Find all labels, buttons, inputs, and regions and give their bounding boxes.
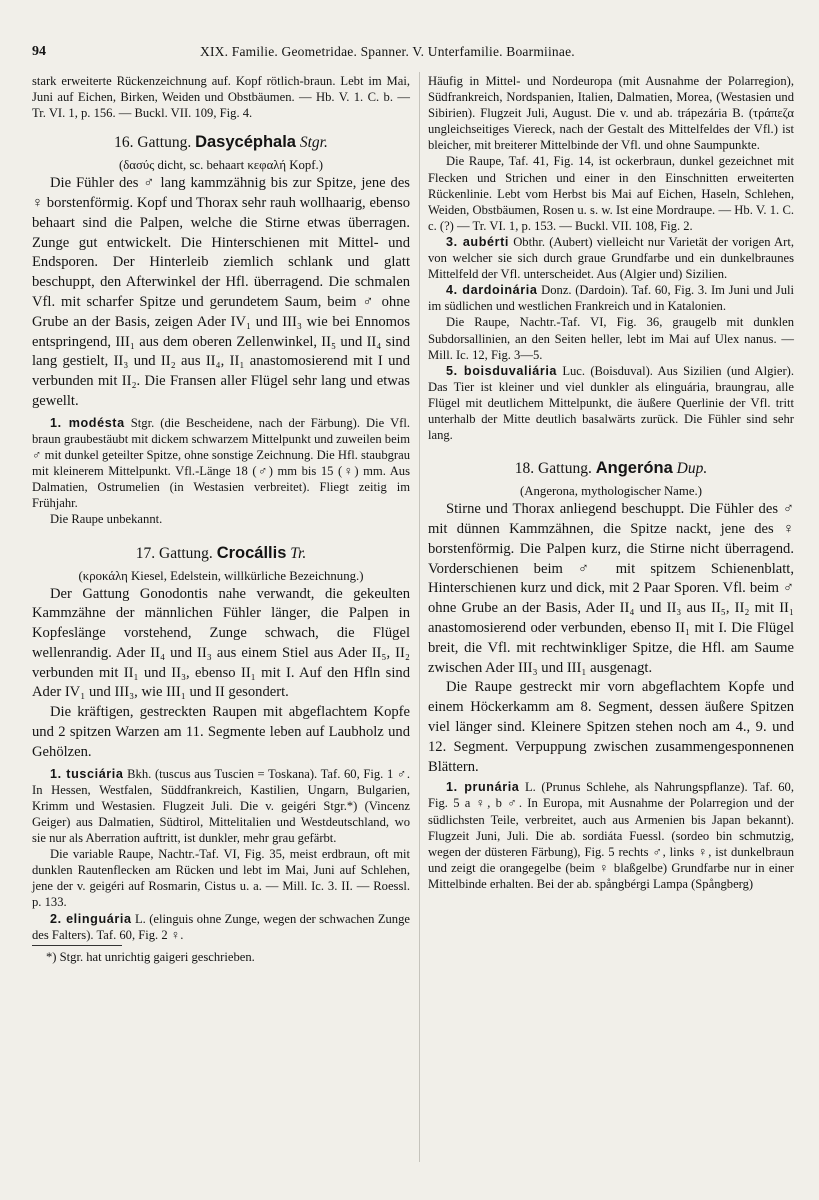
species-modesta-name: 1. modésta	[50, 415, 125, 430]
genus-16-name: Dasycéphala	[195, 133, 296, 152]
genus-17-etymology: (κροκάλη Kiesel, Edelstein, willkürliche Bezeichnung.)	[78, 568, 364, 583]
genus-18-heading	[428, 457, 794, 480]
genus-17-heading	[32, 542, 410, 565]
genus-17-name: Crocállis	[216, 543, 287, 562]
genus-16-etymology: (δασύς dicht, sc. behaart κεφαλή Kopf.)	[118, 158, 324, 173]
genus-18-raupe: Die Raupe gestreckt mir vorn abgeflachtem Kopfe und einem Höckerkamm am 8. Segment, dessen äußere Spitzen viel länger sind. Kleinere Spitzen stehen noch am 4., 9. und 12. Segment. Verpuppung zwischen zusammengesponnenen Blättern.	[428, 679, 794, 775]
species-elinguaria-name: 2. elinguária	[50, 911, 132, 926]
genus-17-prefix: 17. Gattung.	[135, 544, 213, 562]
species-boisduvaliaria-name: 5. boisduvaliária	[446, 363, 558, 378]
footnote-rule	[32, 945, 122, 946]
right-column	[428, 73, 794, 892]
species-dardoinaria-raupe: Die Raupe, Nachtr.-Taf. VI, Fig. 36, graugelb mit dunklen Subdorsallinien, an den Seiten heller, lebt im Mai auf Ulex nanus. — Mill. Ic. 12, Fig. 3—5.	[428, 315, 794, 362]
species-boisduvaliaria-text: Luc. (Boisduval). Aus Sizilien (und Algier). Das Tier ist kleiner und viel dunkler als elinguária, braungrau, alle Flügel mit deutlichem Mittelpunkt, die äußere Querlinie der Vfl. tritt unterhalb der Mitte deutlich basalwärts zurück. Die Fühler sind sehr lang.	[428, 363, 795, 443]
genus-17-description: Der Gattung Gonodontis nahe verwandt, die gekeulten Kammzähne der männlichen Fühler länger, die Palpen in Kopfeslänge vorstehend, Zunge schwach, die Flügel wellenrandig. Ader II₄ und II₃ aus einem Stiel aus Ader II₅, II₂ verbunden mit II₁ und II₃, ebenso II₁ mit I. Auf den Hfln sind Ader IV₁ und III₃, wie III₁ und II gesondert.	[32, 585, 410, 701]
genus-16-description: Die Fühler des ♂ lang kammzähnig bis zur Spitze, jene des ♀ borstenförmig. Kopf und Thorax sehr rauh wollhaarig, ebenso behaart sind die Palpen, welche die Stirne etwas überragen. Zunge gut entwickelt. Die Hinterschienen mit Mittel- und Endsporen. Der Hinterleib ziemlich schlank und glatt beschuppt, den Afterwinkel der Hfl. überragend. Die schmalen Vfl. mit scharfer Spitze und gerundetem Saum, beim ♂ ohne Grube an der Basis, zeigen Ader IV₁ und III₃ wie bei Ennomos entspringend, III₁ aus dem oberen Zellenwinkel, II₅ und II₄ sind lang gestielt, II₃ und II₂ aus II₄, II₁ anastomosierend mit I und verbunden mit II₂. Die Fransen aller Flügel sehr lang und etwas gewellt.	[32, 175, 410, 410]
genus-17-author: Tr.	[290, 544, 307, 562]
species-tusciaria-raupe: Die variable Raupe, Nachtr.-Taf. VI, Fig. 35, meist erdbraun, oft mit dunklen Rautenflecken am Rücken und lebt im Mai, Juni auf Schlehen, jene der v. geigéri auf Rosmarin, Cistus u. a. — Mill. Ic. 3. II. — Roessl. p. 133.	[32, 847, 410, 910]
left-column	[32, 73, 410, 965]
species-prunaria	[428, 779, 794, 892]
species-boisduvaliaria	[428, 363, 794, 443]
species-auberti-text: Obthr. (Aubert) vielleicht nur Varietät der vorigen Art, von welcher sie sich durch graue Grundfarbe und ein dunkelbraunes Mittelfeld der Vfl. unterscheidet. Aus (Algier und) Sizilien.	[428, 234, 794, 282]
genus-16-author: Stgr.	[299, 134, 328, 152]
running-title: XIX. Familie. Geometridae. Spanner. V. Unterfamilie. Boarmiinae.	[200, 44, 575, 59]
right-continuation: Häufig in Mittel- und Nordeuropa (mit Ausnahme der Polarregion), Südfrankreich, Nordspanien, Italien, Dalmatien, Morea, (Westasien und Sibirien). Flugzeit Juli, August. Die v. und ab. trápezária B. (τράπεζα ungleichseitiges Viereck, nach der Gestalt des Mittelfeldes der Vfl.) ist bleicher, mit breiterer Mittelbinde der Vfl. und ohne Saumpunkte.	[428, 74, 794, 153]
species-auberti-name: 3. aubérti	[446, 234, 510, 249]
genus-16-prefix: 16. Gattung.	[114, 134, 192, 152]
footnote: *) Stgr. hat unrichtig gaigeri geschrieben.	[46, 949, 255, 964]
elinguaria-raupe: Die Raupe, Taf. 41, Fig. 14, ist ockerbraun, dunkel gezeichnet mit Flecken und Strichen und einer in den Einschnitten erweiterten Rückenlinie. Lebt vom Herbst bis Mai auf Eichen, Haseln, Schlehen, Weiden, Obstbäumen, Rosen u. s. w. Ist eine Mordraupe. — Hb. V. 1. C. c. (?) — Tr. VI. 1, p. 153. — Buckl. VII. 108, Fig. 2.	[428, 154, 794, 233]
species-modesta	[32, 415, 410, 512]
species-tusciaria-text: Bkh. (tuscus aus Tuscien = Toskana). Taf. 60, Fig. 1 ♂. In Hessen, Westfalen, Süddfrankreich, Kastilien, Ungarn, Bulgarien, Krimm und Westasien. Flugzeit Juli. Die v. geigéri Stgr.*) (Vincenz Geiger) aus Dalmatien, Südtirol, Mittelitalien und Westdeutschland, wo sie nur als Aberration auftritt, ist dunkler, mehr grau gefärbt.	[32, 766, 410, 846]
species-prunaria-text: L. (Prunus Schlehe, als Nahrungspflanze). Taf. 60, Fig. 5 a ♀, b ♂. In Europa, mit Ausnahme der Polarregion und der südlichsten Teile, verbreitet, auch aus Armenien bis Japan bekannt). Flugzeit Juni, Juli. Die ab. sordiáta Fuessl. (sordeo bin schmutzig, wegen der düsteren Färbung), Fig. 5 rechts ♂, links ♀, ist dunkelbraun und zeigt die orangegelbe (beim ♀ blaßgelbe) Grundfarbe nur in einer Mittelbinde erhalten. Bei der ab. spångbérgi Lampa (Spångberg)	[428, 780, 794, 891]
species-elinguaria-text: L. (elinguis ohne Zunge, wegen der schwachen Zunge des Falters). Taf. 60, Fig. 2 ♀.	[32, 911, 410, 942]
page-number: 94	[32, 44, 46, 59]
species-dardoinaria-name: 4. dardoinária	[446, 283, 538, 298]
species-elinguaria	[32, 911, 410, 943]
genus-16-heading	[32, 131, 410, 154]
species-prunaria-name: 1. prunária	[446, 780, 520, 795]
column-divider	[419, 72, 420, 1162]
species-modesta-text: Stgr. (die Bescheidene, nach der Färbung). Die Vfl. braun graubestäubt mit dickem schwarzem Mittelpunkt und zuweilen beim ♂ mit dunkel geteilter Spitze, ohne sonstige Zeichnung. Die Hfl. staubgrau mit kleinerem Mittelpunkt. Vfl.-Länge 18 (♂) mm bis 15 (♀) mm. Aus Dalmatien, Ostrumelien (in Westasien verbreitet). Fliegt zeitig im Frühjahr.	[32, 415, 411, 511]
genus-17-raupe: Die kräftigen, gestreckten Raupen mit abgeflachtem Kopfe und 2 spitzen Warzen am 11. Segmente leben auf Laubholz und Gehölzen.	[32, 704, 410, 760]
genus-18-author: Dup.	[676, 460, 708, 478]
species-tusciaria	[32, 766, 410, 846]
running-header	[32, 44, 802, 64]
species-dardoinaria	[428, 282, 794, 314]
species-auberti	[428, 234, 794, 282]
genus-18-name: Angeróna	[595, 459, 673, 478]
species-modesta-raupe: Die Raupe unbekannt.	[50, 512, 163, 527]
species-dardoinaria-text: Donz. (Dardoin). Taf. 60, Fig. 3. Im Juni und Juli im südlichen und westlichen Frankreich und in Katalonien.	[428, 283, 794, 314]
left-intro-paragraph: stark erweiterte Rückenzeichnung auf. Kopf rötlich-braun. Lebt im Mai, Juni auf Eichen, Birken, Weiden und Obstbäumen. — Hb. V. 1. C. b. — Tr. VI. 1, p. 156. — Buckl. VII. 109, Fig. 4.	[32, 74, 410, 121]
genus-18-prefix: 18. Gattung.	[514, 460, 592, 478]
species-tusciaria-name: 1. tusciária	[50, 766, 124, 781]
genus-18-etymology: (Angerona, mythologischer Name.)	[520, 484, 702, 499]
genus-18-description: Stirne und Thorax anliegend beschuppt. Die Fühler des ♂ mit dünnen Kammzähnen, die Spitze nackt, jene des ♀ borstenförmig. Die Palpen kurz, die Stirne nicht überragend. Vorderschienen beim ♂ mit spitzem Schienenblatt, Hinterschienen kurz und dick, mit 2 Paar Sporen. Vfl. beim ♂ ohne Grube an der Basis, Ader II₄ und II₃ aus II₅, II₂ mit II₁ anastomosierend oder verbunden, ebenso II₁ mit I. Die Flügel breit, die Vfl. mit rechtwinkliger Spitze, die Hfl. am Saume zwischen Ader III₃ und III₁ ausgenagt.	[428, 501, 794, 676]
